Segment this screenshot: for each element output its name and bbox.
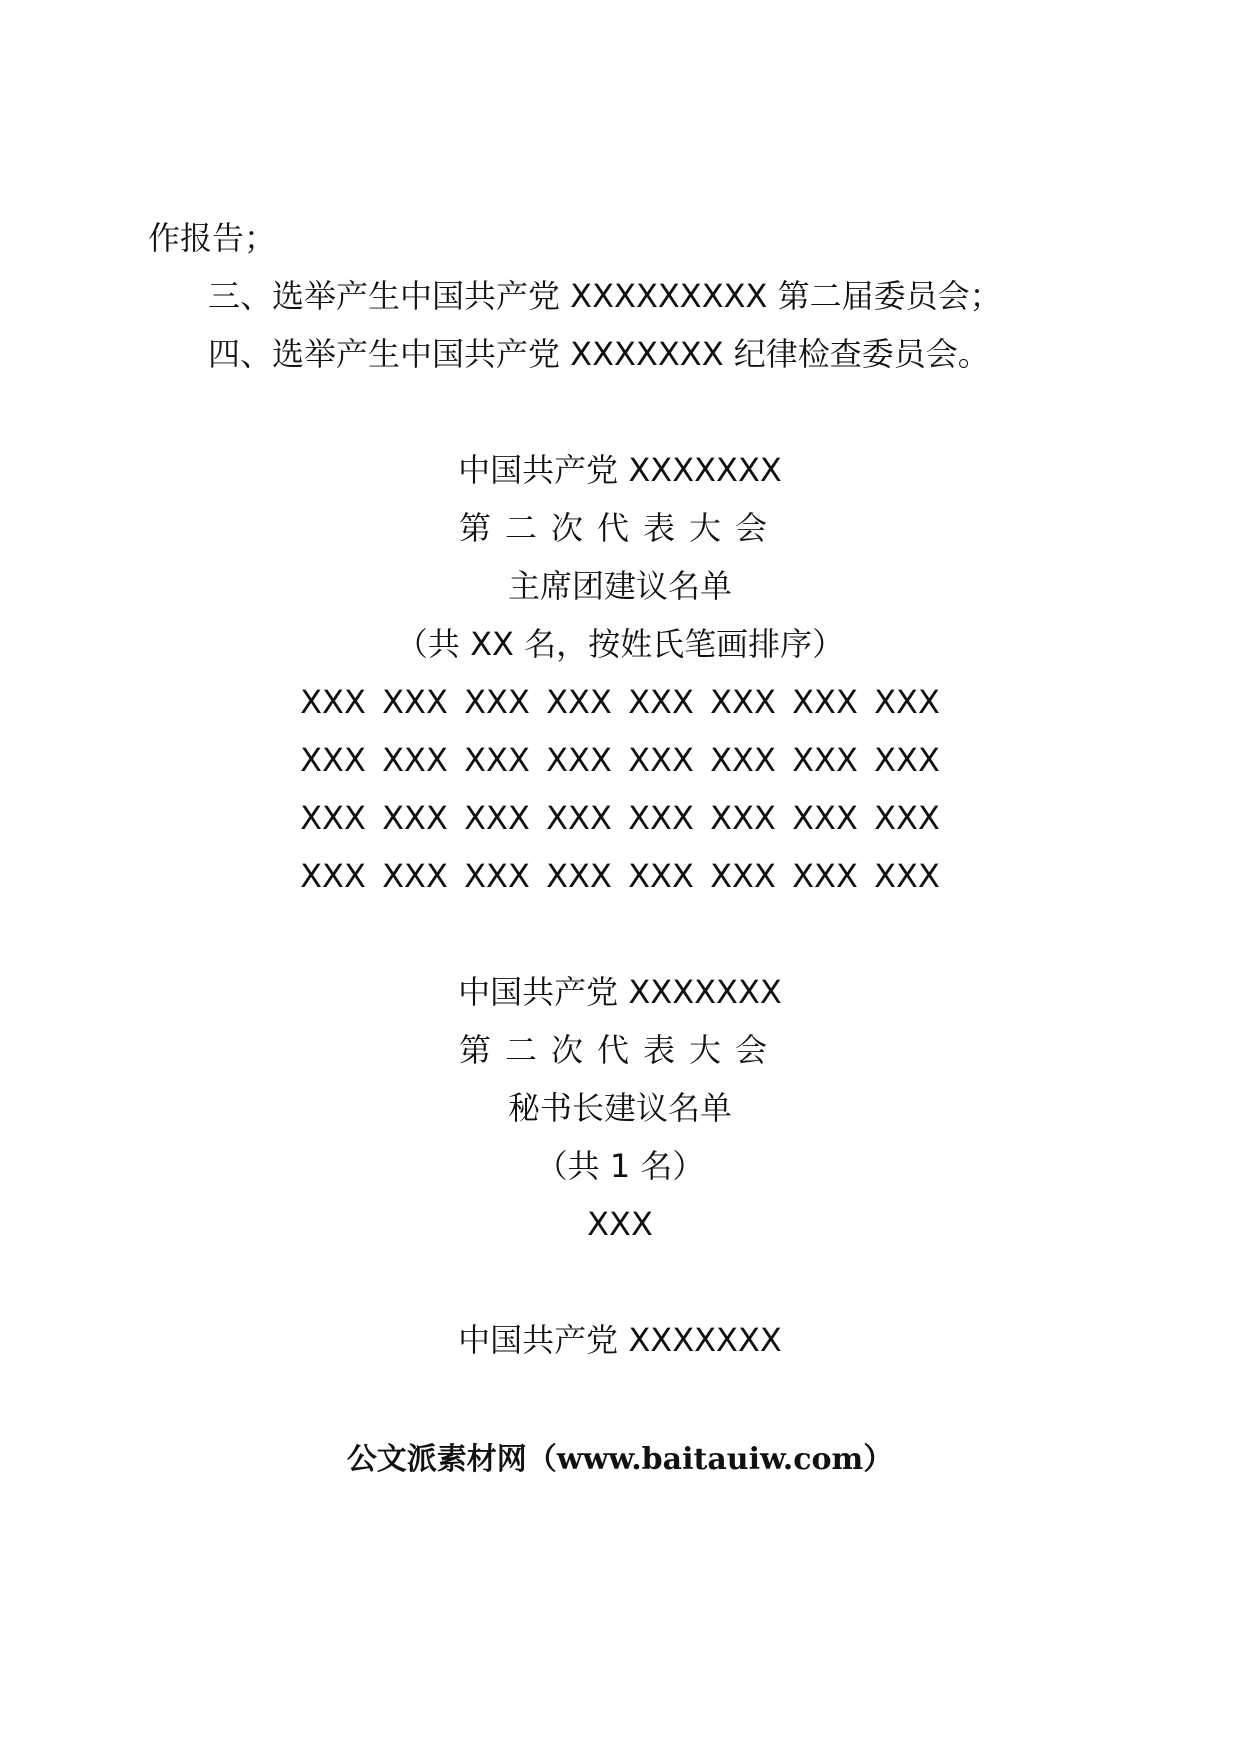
secretary-title: 秘书长建议名单 — [507, 1089, 732, 1127]
name-cell: XXX — [628, 857, 694, 895]
paragraph-continuation: 作报告； — [148, 219, 277, 257]
name-cell: XXX — [546, 741, 612, 779]
name-cell: XXX — [300, 857, 366, 895]
name-row — [0, 798, 1240, 838]
footer-watermark: 公文派素材网（www.baitauiw.com） — [346, 1442, 894, 1477]
secretary-note: （共 1 名） — [535, 1147, 705, 1185]
name-cell: XXX — [300, 799, 366, 837]
secretary-congress: 第二次代表大会 — [458, 1031, 781, 1069]
secretary-name: XXX — [587, 1205, 653, 1243]
name-cell: XXX — [382, 683, 448, 721]
name-row — [0, 740, 1240, 780]
name-cell: XXX — [628, 799, 694, 837]
name-cell: XXX — [874, 683, 940, 721]
name-cell: XXX — [464, 857, 530, 895]
name-cell: XXX — [710, 683, 776, 721]
name-cell: XXX — [382, 857, 448, 895]
name-cell: XXX — [300, 683, 366, 721]
name-cell: XXX — [382, 741, 448, 779]
name-row — [0, 856, 1240, 896]
name-cell: XXX — [300, 741, 366, 779]
name-cell: XXX — [874, 799, 940, 837]
name-cell: XXX — [382, 799, 448, 837]
presidium-org: 中国共产党 XXXXXXX — [458, 451, 782, 489]
name-cell: XXX — [792, 741, 858, 779]
name-cell: XXX — [546, 799, 612, 837]
name-cell: XXX — [792, 799, 858, 837]
presidium-note: （共 XX 名，按姓氏笔画排序） — [395, 625, 845, 663]
name-cell: XXX — [464, 799, 530, 837]
next-section-org: 中国共产党 XXXXXXX — [458, 1321, 782, 1359]
agenda-item-4: 四、选举产生中国共产党 XXXXXXX 纪律检查委员会。 — [208, 335, 990, 373]
name-cell: XXX — [628, 683, 694, 721]
name-cell: XXX — [792, 857, 858, 895]
secretary-org: 中国共产党 XXXXXXX — [458, 973, 782, 1011]
presidium-congress: 第二次代表大会 — [458, 509, 781, 547]
name-cell: XXX — [710, 741, 776, 779]
name-cell: XXX — [628, 741, 694, 779]
name-cell: XXX — [874, 741, 940, 779]
name-cell: XXX — [464, 741, 530, 779]
name-cell: XXX — [710, 857, 776, 895]
presidium-title: 主席团建议名单 — [507, 567, 732, 605]
agenda-item-3: 三、选举产生中国共产党 XXXXXXXXX 第二届委员会； — [208, 277, 1002, 315]
name-cell: XXX — [464, 683, 530, 721]
name-cell: XXX — [546, 857, 612, 895]
name-cell: XXX — [710, 799, 776, 837]
name-cell: XXX — [792, 683, 858, 721]
name-cell: XXX — [874, 857, 940, 895]
name-row — [0, 682, 1240, 722]
name-cell: XXX — [546, 683, 612, 721]
